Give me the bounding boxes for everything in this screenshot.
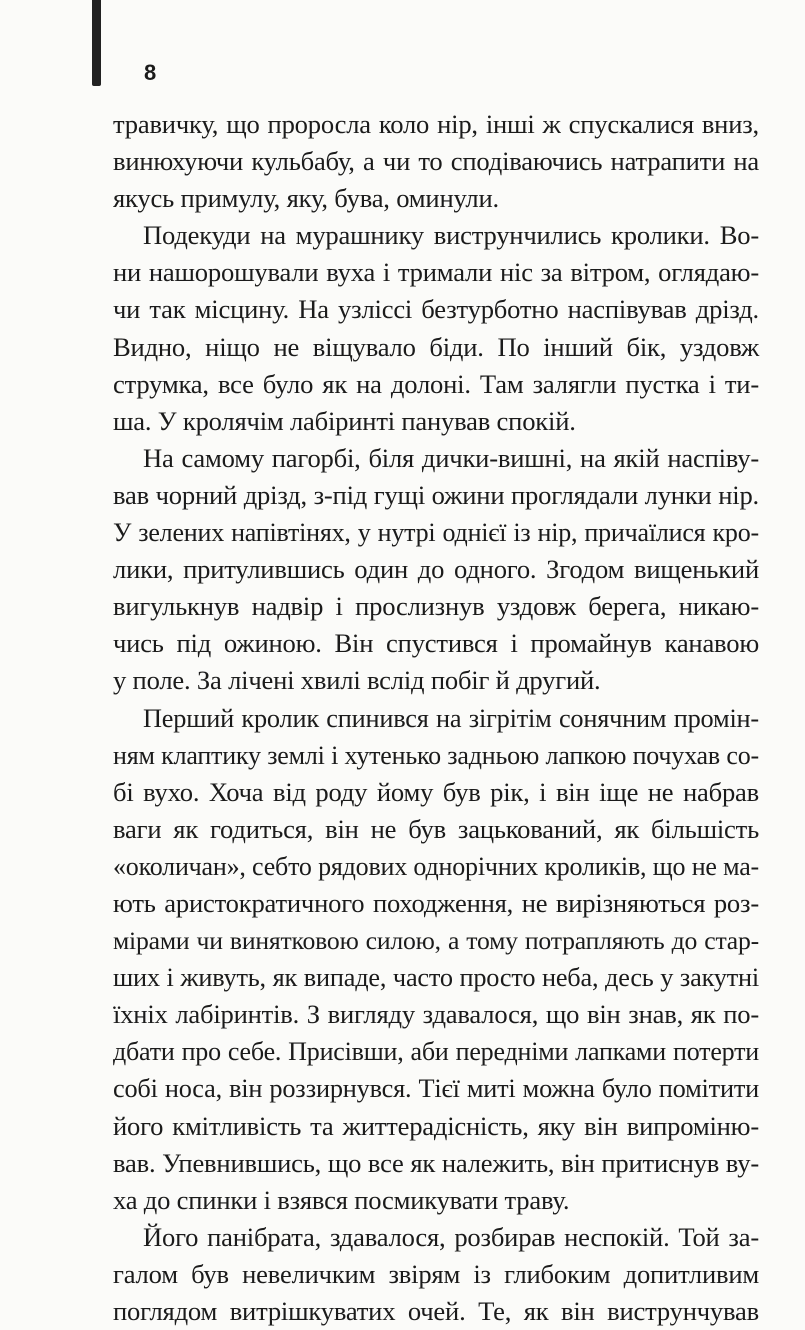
text-line: струмка, все було як на долоні. Там залягли пустка і ти- bbox=[113, 368, 759, 399]
text-line: вав чорний дрізд, з-під гущі ожини проглядали лунки нір. bbox=[113, 479, 759, 510]
text-line: чи так місцину. На узліссі безтурботно наспівував дрізд. bbox=[113, 294, 759, 325]
text-line: ням клаптику землі і хутенько задньою лапкою почухав со- bbox=[113, 740, 759, 770]
text-line: Перший кролик спинився на зігрітім сонячним промін- bbox=[143, 703, 759, 733]
text-line: Його панібрата, здавалося, розбирав неспокій. Той за- bbox=[143, 1221, 759, 1252]
text-line: травичку, що проросла коло нір, інші ж спускалися вниз, bbox=[113, 109, 759, 139]
text-line: ха до спинки і взявся посмикувати траву. bbox=[113, 1184, 570, 1215]
text-line: ших і живуть, як випаде, часто просто неба, десь у закутні bbox=[113, 963, 759, 993]
text-line: винюхуючи кульбабу, а чи то сподіваючись натрапити на bbox=[113, 146, 759, 177]
text-line: ваги як годиться, він не був зацькований, як більшість bbox=[113, 813, 759, 844]
text-line: вав. Упевнившись, що все як належить, він притиснув ву- bbox=[113, 1147, 759, 1178]
text-line: їхніх лабіринтів. З вигляду здавалося, що він знав, як по- bbox=[113, 999, 759, 1030]
page-edge-bar bbox=[92, 0, 101, 86]
text-line: Видно, ніщо не віщувало біди. По інший бік, уздовж bbox=[113, 331, 759, 362]
text-line: У зелених напівтінях, у нутрі однієї із нір, причаїлися кро- bbox=[113, 518, 759, 548]
text-line: лики, притулившись один до одного. Згодом вищенький bbox=[113, 554, 759, 585]
text-line: у поле. За лічені хвилі вслід побіг й другий. bbox=[113, 665, 601, 696]
text-line: якусь примулу, яку, бува, оминули. bbox=[113, 183, 499, 214]
text-line: вигулькнув надвір і прослизнув уздовж берега, никаю- bbox=[113, 591, 759, 622]
text-line: ють аристократичного походження, не вирізняються роз- bbox=[113, 887, 759, 918]
text-line: собі носа, він роззирнувся. Тієї миті можна було помітити bbox=[113, 1074, 759, 1104]
body-text bbox=[113, 106, 759, 1330]
text-line: мірами чи винятковою силою, а тому потрапляють до стар- bbox=[113, 926, 759, 956]
text-line: галом був невеличким звірям із глибоким допитливим bbox=[113, 1258, 759, 1289]
text-line: поглядом витрішкуватих очей. Те, як він виструнчував bbox=[113, 1296, 759, 1326]
page-number: 8 bbox=[144, 60, 157, 85]
text-line: його кмітливість та життерадісність, яку він випроміню- bbox=[113, 1110, 759, 1141]
text-line: ни нашорошували вуха і тримали ніс за вітром, оглядаю- bbox=[113, 257, 759, 288]
text-line: «околичан», себто рядових однорічних кроликів, що не ма- bbox=[113, 851, 759, 881]
text-line: чись під ожиною. Він спустився і промайнув канавою bbox=[113, 628, 759, 659]
text-line: дбати про себе. Присівши, аби передніми лапками потерти bbox=[113, 1037, 759, 1067]
text-line: бі вухо. Хоча від роду йому був рік, і він іще не набрав bbox=[113, 776, 759, 807]
text-line: ша. У кролячім лабіринті панував спокій. bbox=[113, 405, 576, 436]
text-line: На самому пагорбі, біля дички-вишні, на якій наспіву- bbox=[143, 442, 759, 473]
text-line: Подекуди на мурашнику виструнчились кролики. Во- bbox=[143, 220, 759, 251]
